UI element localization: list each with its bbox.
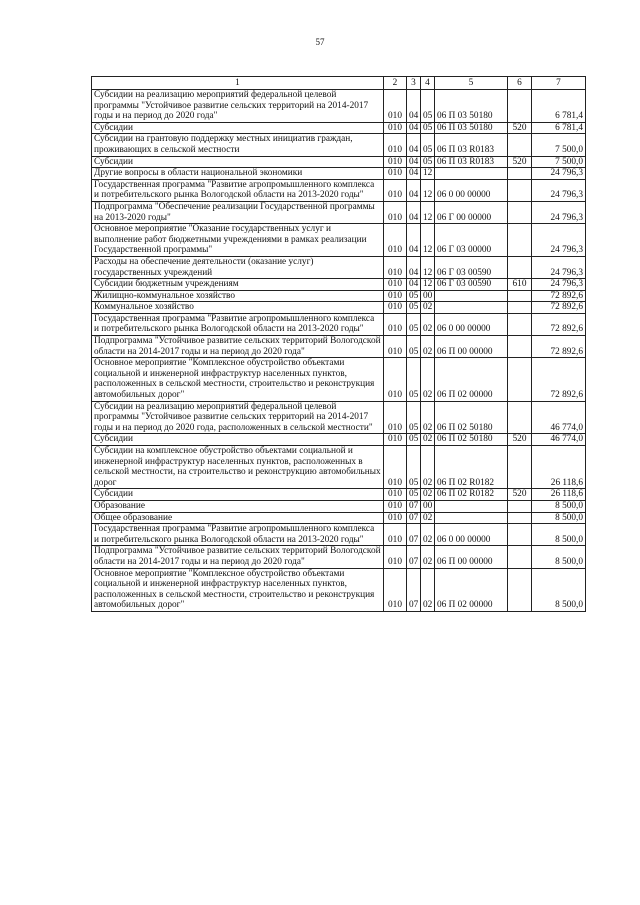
cell-subsection-code: 02 xyxy=(421,489,435,501)
table-row xyxy=(92,512,586,524)
cell-target-article xyxy=(435,168,508,180)
cell-ministry-code: 010 xyxy=(384,524,407,546)
cell-section-code: 04 xyxy=(407,179,421,201)
cell-name: Другие вопросы в области национальной экономики xyxy=(92,168,384,180)
cell-expense-type: 520 xyxy=(508,434,532,446)
cell-amount: 8 500,0 xyxy=(532,500,586,512)
cell-name: Коммунальное хозяйство xyxy=(92,302,384,314)
cell-amount: 46 774,0 xyxy=(532,434,586,446)
table-row xyxy=(92,290,586,302)
cell-ministry-code: 010 xyxy=(384,290,407,302)
cell-name: Субсидии на реализацию мероприятий федеральной целевой программы "Устойчивое развитие сельских территорий на 2014-2017 годы и на период до 2020 года, расположенных в сельской местности" xyxy=(92,401,384,434)
table-row xyxy=(92,313,586,335)
cell-ministry-code: 010 xyxy=(384,302,407,314)
cell-target-article: 06 П 03 50180 xyxy=(435,122,508,134)
cell-subsection-code: 12 xyxy=(421,256,435,278)
cell-expense-type xyxy=(508,224,532,257)
cell-subsection-code: 02 xyxy=(421,336,435,358)
table-row xyxy=(92,256,586,278)
cell-target-article: 06 Г 00 00000 xyxy=(435,201,508,223)
table-row xyxy=(92,179,586,201)
cell-target-article: 06 0 00 00000 xyxy=(435,179,508,201)
column-header: 5 xyxy=(435,77,508,90)
cell-target-article: 06 П 03 50180 xyxy=(435,90,508,123)
cell-target-article xyxy=(435,500,508,512)
cell-amount: 24 796,3 xyxy=(532,201,586,223)
cell-target-article xyxy=(435,302,508,314)
cell-ministry-code: 010 xyxy=(384,279,407,291)
cell-name: Субсидии бюджетным учреждениям xyxy=(92,279,384,291)
cell-name: Основное мероприятие "Оказание государственных услуг и выполнение работ бюджетными учреждениями в рамках реализации Государственной программы" xyxy=(92,224,384,257)
cell-expense-type xyxy=(508,201,532,223)
cell-target-article: 06 П 02 R0182 xyxy=(435,489,508,501)
cell-section-code: 05 xyxy=(407,290,421,302)
cell-subsection-code: 05 xyxy=(421,134,435,156)
cell-amount: 6 781,4 xyxy=(532,122,586,134)
table-row xyxy=(92,122,586,134)
cell-subsection-code: 02 xyxy=(421,568,435,611)
cell-section-code: 07 xyxy=(407,512,421,524)
cell-name: Государственная программа "Развитие агропромышленного комплекса и потребительского рынка Вологодской области на 2013-2020 годы" xyxy=(92,524,384,546)
table-row xyxy=(92,90,586,123)
cell-section-code: 05 xyxy=(407,489,421,501)
cell-target-article: 06 П 03 R0183 xyxy=(435,156,508,168)
cell-subsection-code: 02 xyxy=(421,446,435,489)
cell-target-article: 06 П 02 00000 xyxy=(435,568,508,611)
cell-expense-type: 520 xyxy=(508,156,532,168)
cell-amount: 72 892,6 xyxy=(532,358,586,401)
cell-amount: 72 892,6 xyxy=(532,313,586,335)
cell-name: Подпрограмма "Обеспечение реализации Государственной программы на 2013-2020 годы" xyxy=(92,201,384,223)
cell-amount: 72 892,6 xyxy=(532,290,586,302)
cell-section-code: 07 xyxy=(407,568,421,611)
cell-target-article: 06 П 02 00000 xyxy=(435,358,508,401)
cell-section-code: 05 xyxy=(407,358,421,401)
cell-section-code: 07 xyxy=(407,524,421,546)
page-number: 57 xyxy=(315,37,325,47)
cell-expense-type xyxy=(508,358,532,401)
cell-subsection-code: 00 xyxy=(421,500,435,512)
cell-ministry-code: 010 xyxy=(384,313,407,335)
table-header-row xyxy=(92,77,586,90)
column-header: 2 xyxy=(384,77,407,90)
table-row xyxy=(92,156,586,168)
cell-subsection-code: 12 xyxy=(421,179,435,201)
cell-expense-type xyxy=(508,336,532,358)
cell-section-code: 04 xyxy=(407,156,421,168)
cell-subsection-code: 05 xyxy=(421,122,435,134)
cell-amount: 8 500,0 xyxy=(532,524,586,546)
cell-expense-type xyxy=(508,90,532,123)
table-row xyxy=(92,224,586,257)
cell-expense-type: 520 xyxy=(508,122,532,134)
cell-expense-type xyxy=(508,568,532,611)
table-row xyxy=(92,500,586,512)
cell-name: Основное мероприятие "Комплексное обустройство объектами социальной и инженерной инфраструктур населенных пунктов, расположенных в сельской местности, строительство и реконструкция автомобильных дорог" xyxy=(92,568,384,611)
cell-target-article: 06 П 02 50180 xyxy=(435,401,508,434)
cell-subsection-code: 05 xyxy=(421,90,435,123)
cell-amount: 26 118,6 xyxy=(532,446,586,489)
cell-name: Жилищно-коммунальное хозяйство xyxy=(92,290,384,302)
cell-section-code: 05 xyxy=(407,336,421,358)
budget-table xyxy=(91,76,586,612)
cell-amount: 8 500,0 xyxy=(532,546,586,568)
cell-expense-type xyxy=(508,500,532,512)
cell-subsection-code: 05 xyxy=(421,156,435,168)
cell-amount: 6 781,4 xyxy=(532,90,586,123)
table-row xyxy=(92,168,586,180)
cell-section-code: 05 xyxy=(407,446,421,489)
cell-expense-type xyxy=(508,134,532,156)
cell-ministry-code: 010 xyxy=(384,546,407,568)
cell-name: Субсидии на комплексное обустройство объектами социальной и инженерной инфраструктур населенных пунктов, расположенных в сельской местности, на строительство и реконструкцию автомобильных дорог xyxy=(92,446,384,489)
cell-target-article: 06 П 00 00000 xyxy=(435,546,508,568)
cell-section-code: 04 xyxy=(407,122,421,134)
cell-amount: 8 500,0 xyxy=(532,512,586,524)
cell-expense-type xyxy=(508,256,532,278)
cell-target-article: 06 П 00 00000 xyxy=(435,336,508,358)
cell-subsection-code: 02 xyxy=(421,524,435,546)
cell-expense-type xyxy=(508,168,532,180)
table-row xyxy=(92,489,586,501)
cell-expense-type xyxy=(508,524,532,546)
cell-name: Субсидии на реализацию мероприятий федеральной целевой программы "Устойчивое развитие сельских территорий на 2014-2017 годы и на период до 2020 года" xyxy=(92,90,384,123)
cell-subsection-code: 02 xyxy=(421,302,435,314)
cell-amount: 24 796,3 xyxy=(532,279,586,291)
cell-amount: 8 500,0 xyxy=(532,568,586,611)
cell-section-code: 05 xyxy=(407,401,421,434)
cell-target-article: 06 Г 03 00000 xyxy=(435,224,508,257)
table-row xyxy=(92,446,586,489)
cell-ministry-code: 010 xyxy=(384,489,407,501)
column-header: 3 xyxy=(407,77,421,90)
cell-ministry-code: 010 xyxy=(384,134,407,156)
cell-subsection-code: 00 xyxy=(421,290,435,302)
column-header: 4 xyxy=(421,77,435,90)
cell-subsection-code: 02 xyxy=(421,313,435,335)
column-header: 6 xyxy=(508,77,532,90)
cell-expense-type xyxy=(508,546,532,568)
cell-subsection-code: 12 xyxy=(421,279,435,291)
cell-section-code: 04 xyxy=(407,224,421,257)
cell-name: Образование xyxy=(92,500,384,512)
cell-subsection-code: 12 xyxy=(421,224,435,257)
table-row xyxy=(92,336,586,358)
cell-name: Субсидии xyxy=(92,156,384,168)
cell-target-article xyxy=(435,512,508,524)
cell-ministry-code: 010 xyxy=(384,336,407,358)
cell-name: Подпрограмма "Устойчивое развитие сельских территорий Вологодской области на 2014-2017 годы и на период до 2020 года" xyxy=(92,546,384,568)
cell-amount: 26 118,6 xyxy=(532,489,586,501)
cell-target-article: 06 П 02 50180 xyxy=(435,434,508,446)
cell-expense-type xyxy=(508,179,532,201)
cell-ministry-code: 010 xyxy=(384,179,407,201)
cell-ministry-code: 010 xyxy=(384,90,407,123)
cell-name: Государственная программа "Развитие агропромышленного комплекса и потребительского рынка Вологодской области на 2013-2020 годы" xyxy=(92,313,384,335)
cell-name: Субсидии на грантовую поддержку местных инициатив граждан, проживающих в сельской местности xyxy=(92,134,384,156)
cell-ministry-code: 010 xyxy=(384,358,407,401)
table-row xyxy=(92,568,586,611)
cell-name: Субсидии xyxy=(92,434,384,446)
cell-subsection-code: 02 xyxy=(421,358,435,401)
cell-subsection-code: 12 xyxy=(421,201,435,223)
cell-subsection-code: 02 xyxy=(421,512,435,524)
cell-expense-type: 520 xyxy=(508,489,532,501)
table-row xyxy=(92,302,586,314)
table-row xyxy=(92,279,586,291)
cell-section-code: 07 xyxy=(407,500,421,512)
cell-target-article: 06 Г 03 00590 xyxy=(435,256,508,278)
cell-subsection-code: 12 xyxy=(421,168,435,180)
cell-expense-type: 610 xyxy=(508,279,532,291)
cell-subsection-code: 02 xyxy=(421,546,435,568)
table-row xyxy=(92,134,586,156)
cell-amount: 72 892,6 xyxy=(532,336,586,358)
cell-amount: 24 796,3 xyxy=(532,256,586,278)
cell-ministry-code: 010 xyxy=(384,122,407,134)
cell-section-code: 05 xyxy=(407,313,421,335)
cell-section-code: 04 xyxy=(407,201,421,223)
cell-ministry-code: 010 xyxy=(384,512,407,524)
cell-amount: 7 500,0 xyxy=(532,134,586,156)
cell-ministry-code: 010 xyxy=(384,156,407,168)
cell-section-code: 04 xyxy=(407,279,421,291)
cell-ministry-code: 010 xyxy=(384,201,407,223)
cell-subsection-code: 02 xyxy=(421,434,435,446)
cell-section-code: 04 xyxy=(407,168,421,180)
cell-amount: 24 796,3 xyxy=(532,168,586,180)
cell-expense-type xyxy=(508,401,532,434)
cell-name: Основное мероприятие "Комплексное обустройство объектами социальной и инженерной инфраструктур населенных пунктов, расположенных в сельской местности, строительство и реконструкция автомобильных дорог" xyxy=(92,358,384,401)
cell-name: Субсидии xyxy=(92,122,384,134)
cell-ministry-code: 010 xyxy=(384,168,407,180)
table-row xyxy=(92,546,586,568)
cell-name: Подпрограмма "Устойчивое развитие сельских территорий Вологодской области на 2014-2017 годы и на период до 2020 года" xyxy=(92,336,384,358)
cell-ministry-code: 010 xyxy=(384,500,407,512)
cell-amount: 72 892,6 xyxy=(532,302,586,314)
table-row xyxy=(92,201,586,223)
cell-ministry-code: 010 xyxy=(384,434,407,446)
cell-target-article: 06 0 00 00000 xyxy=(435,313,508,335)
cell-section-code: 07 xyxy=(407,546,421,568)
table-row xyxy=(92,434,586,446)
table-row xyxy=(92,524,586,546)
cell-name: Расходы на обеспечение деятельности (оказание услуг) государственных учреждений xyxy=(92,256,384,278)
cell-name: Государственная программа "Развитие агропромышленного комплекса и потребительского рынка Вологодской области на 2013-2020 годы" xyxy=(92,179,384,201)
cell-target-article: 06 П 03 R0183 xyxy=(435,134,508,156)
cell-target-article: 06 0 00 00000 xyxy=(435,524,508,546)
cell-expense-type xyxy=(508,313,532,335)
column-header: 1 xyxy=(92,77,384,90)
cell-amount: 7 500,0 xyxy=(532,156,586,168)
cell-target-article: 06 П 02 R0182 xyxy=(435,446,508,489)
cell-ministry-code: 010 xyxy=(384,446,407,489)
cell-expense-type xyxy=(508,290,532,302)
cell-target-article xyxy=(435,290,508,302)
cell-expense-type xyxy=(508,302,532,314)
cell-ministry-code: 010 xyxy=(384,568,407,611)
cell-section-code: 04 xyxy=(407,256,421,278)
cell-amount: 46 774,0 xyxy=(532,401,586,434)
cell-target-article: 06 Г 03 00590 xyxy=(435,279,508,291)
cell-name: Субсидии xyxy=(92,489,384,501)
column-header: 7 xyxy=(532,77,586,90)
cell-expense-type xyxy=(508,446,532,489)
cell-amount: 24 796,3 xyxy=(532,224,586,257)
cell-expense-type xyxy=(508,512,532,524)
cell-amount: 24 796,3 xyxy=(532,179,586,201)
cell-ministry-code: 010 xyxy=(384,224,407,257)
cell-section-code: 04 xyxy=(407,134,421,156)
cell-ministry-code: 010 xyxy=(384,401,407,434)
cell-section-code: 04 xyxy=(407,90,421,123)
cell-name: Общее образование xyxy=(92,512,384,524)
cell-ministry-code: 010 xyxy=(384,256,407,278)
cell-section-code: 05 xyxy=(407,302,421,314)
cell-subsection-code: 02 xyxy=(421,401,435,434)
table-row xyxy=(92,358,586,401)
table-row xyxy=(92,401,586,434)
cell-section-code: 05 xyxy=(407,434,421,446)
